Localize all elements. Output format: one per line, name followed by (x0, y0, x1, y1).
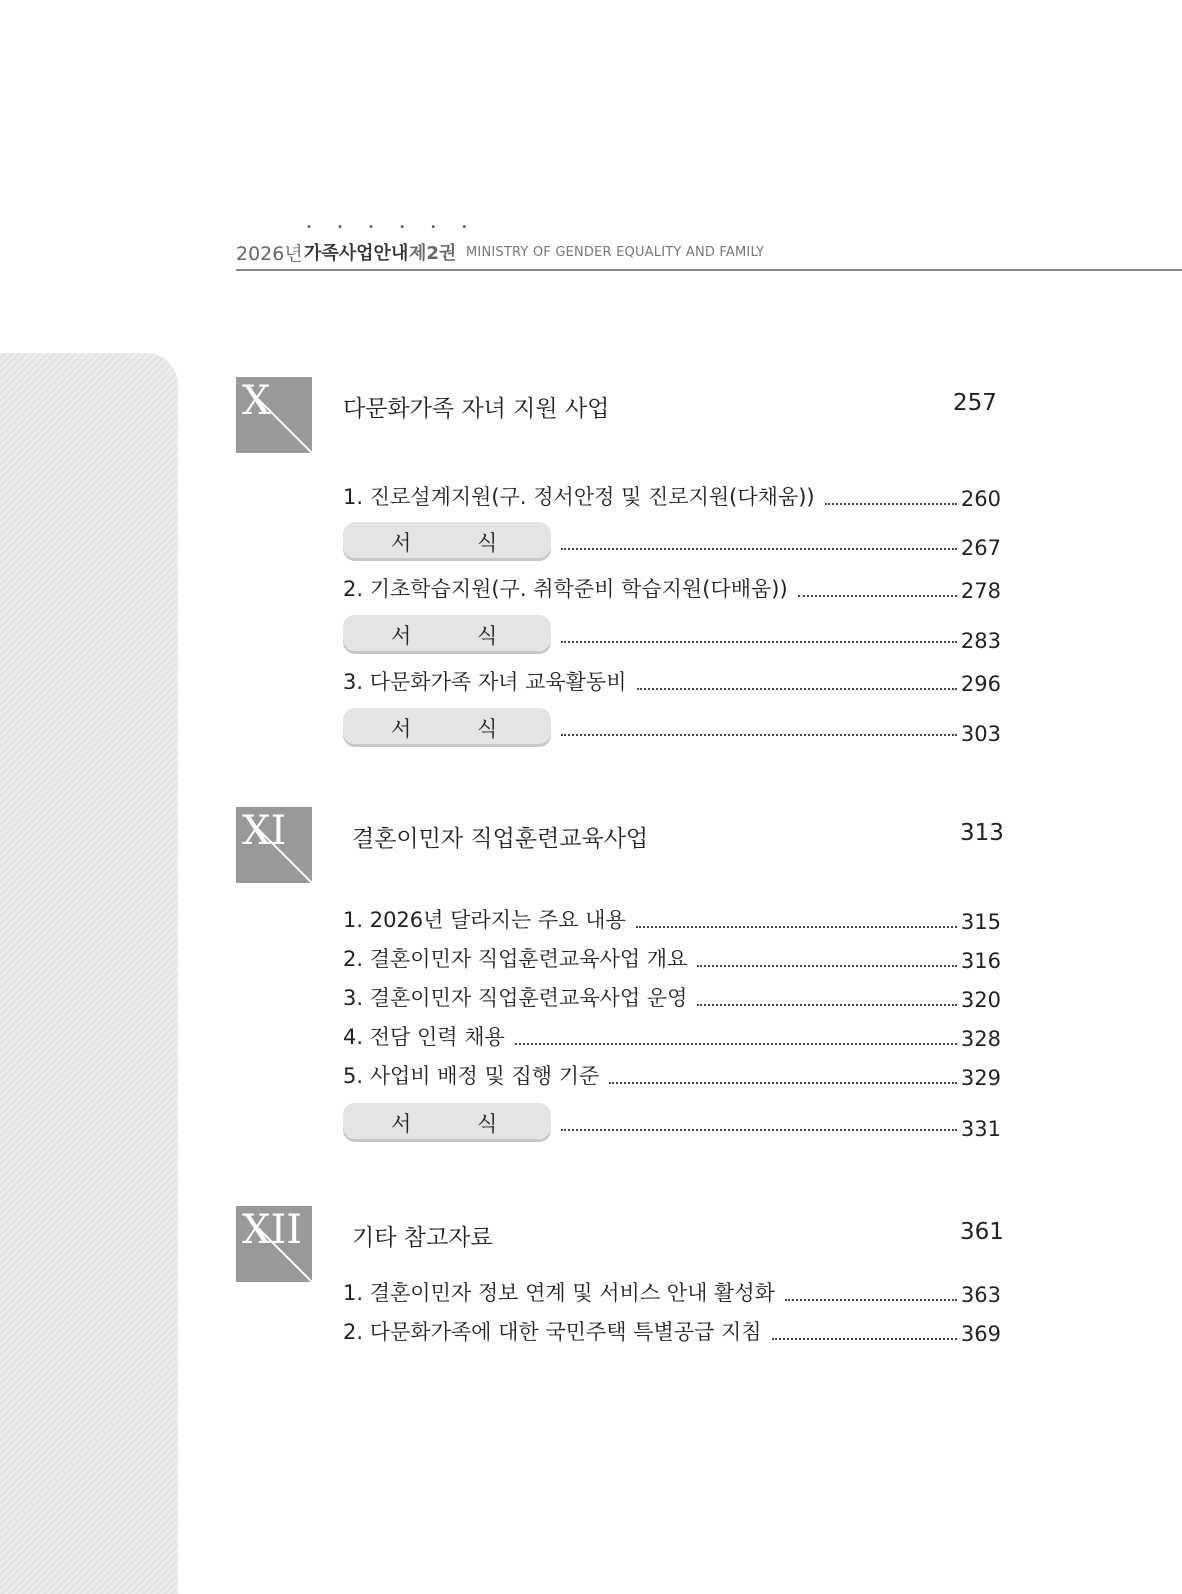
section-numeral: XI (242, 808, 287, 854)
dot-leader (561, 548, 957, 550)
form-label-tab (343, 1103, 551, 1139)
section-page: 257 (953, 390, 997, 416)
section-numeral: XII (242, 1207, 303, 1253)
toc-entry-page: 283 (960, 629, 1001, 653)
toc-entry-page: 369 (960, 1322, 1001, 1346)
toc-entry-label: 2. 다문화가족에 대한 국민주택 특별공급 지침 (343, 1320, 762, 1344)
page-header (236, 222, 1182, 272)
form-label-tab (343, 708, 551, 744)
form-label-tab (343, 615, 551, 651)
form-label-char: 식 (477, 1112, 498, 1136)
toc-entry-label: 5. 사업비 배정 및 집행 기준 (343, 1064, 600, 1088)
dot-leader (798, 595, 957, 597)
toc-form-entry[interactable] (343, 1103, 1001, 1143)
toc-entry-label: 3. 다문화가족 자녀 교육활동비 (343, 670, 627, 694)
toc-entry[interactable] (343, 904, 1001, 934)
dot-leader (697, 965, 957, 967)
toc-entry-page: 329 (960, 1066, 1001, 1090)
toc-form-entry[interactable] (343, 522, 1001, 562)
toc-entry-page: 316 (960, 949, 1001, 973)
toc-entry[interactable] (343, 573, 1001, 603)
header-title: 가족사업안내 (304, 243, 409, 264)
form-label-tab (343, 522, 551, 558)
toc-entry[interactable] (343, 1021, 1001, 1051)
dot-leader (772, 1338, 957, 1340)
dot-leader (637, 688, 957, 690)
dot-leader (561, 1129, 957, 1131)
toc-entry-page: 267 (960, 536, 1001, 560)
section-page: 313 (960, 820, 1004, 846)
toc-entry-page: 328 (960, 1027, 1001, 1051)
form-label-char: 식 (477, 624, 498, 648)
dot-leader (561, 734, 957, 736)
form-label-char: 서 (391, 624, 412, 648)
toc-entry-label: 1. 결혼이민자 정보 연계 및 서비스 안내 활성화 (343, 1281, 775, 1305)
dot-leader (825, 503, 957, 505)
dot-leader (609, 1082, 957, 1084)
toc-entry[interactable] (343, 1316, 1001, 1346)
section-numeral-box (236, 807, 312, 883)
toc-entry[interactable] (343, 1060, 1001, 1090)
toc-entry[interactable] (343, 982, 1001, 1012)
section-numeral-box (236, 1206, 312, 1282)
toc-entry-page: 260 (960, 487, 1001, 511)
toc-entry-page: 331 (960, 1117, 1001, 1141)
form-label-char: 서 (391, 717, 412, 741)
toc-entry-label: 1. 2026년 달라지는 주요 내용 (343, 908, 626, 932)
section-numeral-box (236, 377, 312, 453)
form-label-char: 식 (477, 531, 498, 555)
toc-entry-page: 363 (960, 1283, 1001, 1307)
toc-entry[interactable] (343, 943, 1001, 973)
section-title: 기타 참고자료 (352, 1225, 493, 1251)
section-title: 결혼이민자 직업훈련교육사업 (352, 826, 649, 852)
section-title: 다문화가족 자녀 지원 사업 (343, 396, 610, 422)
section-page: 361 (960, 1219, 1004, 1245)
section-numeral: X (242, 378, 271, 424)
sidebar-decoration (0, 353, 178, 1594)
toc-entry-label: 3. 결혼이민자 직업훈련교육사업 운영 (343, 986, 688, 1010)
toc-entry-page: 315 (960, 910, 1001, 934)
toc-entry-page: 320 (960, 988, 1001, 1012)
toc-entry[interactable] (343, 666, 1001, 696)
header-volume: 제2권 (409, 243, 457, 264)
toc-entry-label: 2. 기초학습지원(구. 취학준비 학습지원(다배움)) (343, 577, 788, 601)
form-label-char: 식 (477, 717, 498, 741)
toc-form-entry[interactable] (343, 615, 1001, 655)
dot-leader (515, 1043, 957, 1045)
toc-entry[interactable] (343, 481, 1001, 511)
toc-entry-label: 4. 전담 인력 채용 (343, 1025, 505, 1049)
toc-entry[interactable] (343, 1277, 1001, 1307)
toc-entry-label: 1. 진로설계지원(구. 정서안정 및 진로지원(다채움)) (343, 485, 815, 509)
dot-leader (561, 641, 957, 643)
toc-entry-page: 303 (960, 722, 1001, 746)
header-english-title: MINISTRY OF GENDER EQUALITY AND FAMILY (466, 245, 765, 260)
form-label-char: 서 (391, 1112, 412, 1136)
toc-form-entry[interactable] (343, 708, 1001, 748)
toc-entry-page: 278 (960, 579, 1001, 603)
toc-entry-page: 296 (960, 672, 1001, 696)
header-year: 2026년 (236, 243, 303, 265)
header-dots: • • • • • • (306, 222, 479, 233)
form-label-char: 서 (391, 531, 412, 555)
header-rule (236, 269, 1182, 271)
toc-entry-label: 2. 결혼이민자 직업훈련교육사업 개요 (343, 947, 688, 971)
dot-leader (697, 1004, 957, 1006)
dot-leader (636, 926, 957, 928)
dot-leader (785, 1299, 957, 1301)
